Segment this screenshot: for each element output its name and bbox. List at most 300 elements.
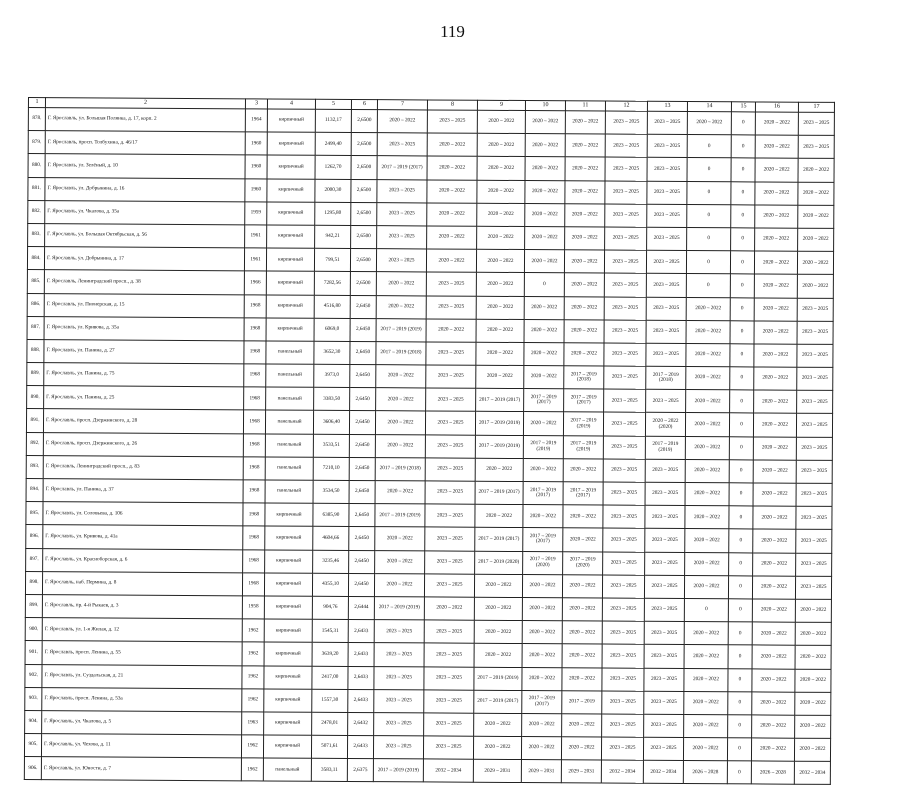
table-cell: 2017 – 2019 (2019) <box>563 412 603 435</box>
table-cell: 2017 – 2019 (2019) <box>475 412 523 435</box>
table-cell: 2,6450 <box>349 457 375 480</box>
table-cell: кирпичный <box>264 642 312 665</box>
column-header: 15 <box>731 102 755 112</box>
table-cell: 2017 – 2019 (2019) <box>375 504 425 527</box>
table-cell: 2023 – 2025 <box>605 111 647 134</box>
table-cell: 2017 – 2019 (2020) <box>523 551 563 574</box>
table-cell: 2029 – 2031 <box>473 759 521 782</box>
table-cell: 2023 – 2025 <box>646 297 686 320</box>
table-cell: 2023 – 2025 <box>424 713 474 736</box>
table-cell: 0 <box>728 715 752 738</box>
table-cell: 2020 – 2022 <box>798 159 834 182</box>
table-cell: 3235,46 <box>313 550 349 573</box>
table-cell: 2020 – 2022 <box>477 180 525 203</box>
table-cell: 2023 – 2025 <box>646 390 686 413</box>
table-cell: 0 <box>728 691 752 714</box>
table-cell: 2023 – 2025 <box>796 437 832 460</box>
table-cell: кирпичный <box>267 155 315 178</box>
table-cell: 902. <box>25 664 42 687</box>
table-cell: 2020 – 2022 <box>563 528 603 551</box>
table-cell: 2023 – 2025 <box>605 157 647 180</box>
table-cell: 2,6500 <box>351 133 377 156</box>
table-cell: 1968 <box>242 573 264 596</box>
table-cell: 2029 – 2031 <box>561 760 601 783</box>
table-cell: 2023 – 2025 <box>645 459 685 482</box>
column-header: 11 <box>565 101 605 111</box>
table-cell: кирпичный <box>266 271 314 294</box>
table-cell: 2023 – 2025 <box>603 459 645 482</box>
table-cell: 2017 – 2019 (2020) <box>475 551 523 574</box>
table-cell: 898. <box>25 571 42 594</box>
table-cell: 2020 – 2022 <box>523 505 563 528</box>
table-cell: 2020 – 2022 <box>523 412 563 435</box>
table-cell: 2023 – 2025 <box>605 204 647 227</box>
table-cell: 2023 – 2025 <box>644 714 684 737</box>
table-cell: 2023 – 2025 <box>604 343 646 366</box>
table-cell: 878. <box>28 108 45 131</box>
table-cell: 2023 – 2025 <box>605 134 647 157</box>
table-cell: 2020 – 2022 <box>376 295 426 318</box>
table-cell: 2020 – 2022 <box>522 574 562 597</box>
table-cell: 2023 – 2025 <box>425 435 475 458</box>
table-cell: 3639,20 <box>312 643 348 666</box>
table-cell: 2023 – 2025 <box>646 343 686 366</box>
table-cell: 2032 – 2034 <box>794 761 830 784</box>
table-cell: 1958 <box>242 596 264 619</box>
table-cell: 2020 – 2022 <box>752 668 795 691</box>
column-header: 14 <box>687 102 731 112</box>
table-cell: 2023 – 2025 <box>425 527 475 550</box>
table-cell: 2020 – 2022 <box>476 296 524 319</box>
table-cell: 1960 <box>245 178 267 201</box>
table-cell: 2020 – 2022 <box>564 319 604 342</box>
table-cell: 0 <box>729 529 753 552</box>
table-cell: 2020 – 2022 <box>477 157 525 180</box>
table-cell: 0 <box>729 483 753 506</box>
table-cell: Г. Ярославль, ул. Красноборская, д. 6 <box>43 548 243 572</box>
table-cell: 1963 <box>242 712 264 735</box>
table-cell: 2023 – 2025 <box>645 482 685 505</box>
table-cell: 2032 – 2034 <box>601 760 643 783</box>
table-cell: 1968 <box>243 503 265 526</box>
table-cell: 2,6500 <box>351 156 377 179</box>
table-cell: 1295,80 <box>315 202 351 225</box>
table-cell: 2023 – 2025 <box>426 365 476 388</box>
table-cell: кирпичный <box>264 665 312 688</box>
table-cell: 1960 <box>245 155 267 178</box>
table-cell: 2017 – 2019 (2018) <box>375 457 425 480</box>
table-cell: 2020 – 2022 <box>524 296 564 319</box>
table-cell: 2020 – 2022 <box>563 505 603 528</box>
table-cell: 885. <box>27 270 44 293</box>
table-cell: панельный <box>266 341 314 364</box>
table-cell: 2020 – 2022 <box>477 110 525 133</box>
table-cell: 2020 – 2022 <box>523 458 563 481</box>
table-cell: 1962 <box>242 665 264 688</box>
table-cell: 2023 – 2025 <box>647 111 687 134</box>
table-cell: 904. <box>25 710 42 733</box>
table-row <box>24 757 830 785</box>
table-cell: 2023 – 2025 <box>373 736 423 759</box>
table-cell: 2023 – 2025 <box>646 320 686 343</box>
table-cell: 2020 – 2022 <box>752 645 795 668</box>
table-cell: 2023 – 2025 <box>377 179 427 202</box>
table-cell: 2,6433 <box>348 666 374 689</box>
table-cell: 2,6450 <box>349 411 375 434</box>
table-cell: панельный <box>265 434 313 457</box>
table-cell: 2023 – 2025 <box>797 298 833 321</box>
table-cell: 1962 <box>242 619 264 642</box>
table-cell: 2020 – 2022 <box>476 249 524 272</box>
table-cell: кирпичный <box>267 202 315 225</box>
table-cell: 2020 – 2022 <box>684 575 728 598</box>
table-cell: 2020 – 2022 <box>565 180 605 203</box>
table-cell: 2017 – 2019 (2017) <box>563 482 603 505</box>
table-cell: кирпичный <box>266 318 314 341</box>
table-cell: 2023 – 2025 <box>377 202 427 225</box>
table-cell: 0 <box>731 228 755 251</box>
table-cell: 2020 – 2022 <box>564 273 604 296</box>
table-cell: 2029 – 2031 <box>521 760 561 783</box>
table-cell: 3606,40 <box>313 411 349 434</box>
table-cell: 2020 – 2022 <box>524 250 564 273</box>
table-cell: 2020 – 2022 <box>565 111 605 134</box>
table-cell: 2020 – 2022 <box>686 390 730 413</box>
table-cell: 2020 – 2022 <box>755 182 798 205</box>
table-cell: Г. Ярославль, просп. Толбухина, д. 46/17 <box>45 131 245 155</box>
table-cell: 2023 – 2025 <box>797 367 833 390</box>
table-cell: 2020 – 2022 <box>754 390 797 413</box>
table-cell: 2020 – 2022 <box>684 691 728 714</box>
table-cell: 2023 – 2025 <box>798 135 834 158</box>
table-cell: 2020 – 2022 <box>525 180 565 203</box>
table-cell: 2020 – 2022 <box>684 668 728 691</box>
table-cell: 2,6500 <box>350 272 376 295</box>
table-cell: 2020 – 2022 <box>753 460 796 483</box>
table-cell: 0 <box>731 135 755 158</box>
table-cell: 2020 – 2022 <box>474 597 522 620</box>
table-cell: 0 <box>731 112 755 135</box>
table-cell: 2017 – 2019 (2017) <box>564 389 604 412</box>
table-cell: 2,6500 <box>350 249 376 272</box>
column-header: 3 <box>245 99 267 109</box>
table-cell: 2023 – 2025 <box>374 712 424 735</box>
table-cell: 2020 – 2022 <box>795 622 831 645</box>
table-cell: 2023 – 2025 <box>602 714 644 737</box>
table-cell: кирпичный <box>265 503 313 526</box>
table-cell: 2020 – 2022 <box>795 715 831 738</box>
table-cell: 2,6450 <box>350 295 376 318</box>
table-cell: 2020 – 2022 (2020) <box>645 413 685 436</box>
table-cell: 2017 – 2019 <box>562 690 602 713</box>
table-cell: 2020 – 2022 <box>375 527 425 550</box>
table-cell: 7210,10 <box>313 457 349 480</box>
table-cell: 1960 <box>245 132 267 155</box>
table-cell: 2026 – 2028 <box>683 761 727 784</box>
table-cell: 2017 – 2019 (2017) <box>524 389 564 412</box>
table-cell: 2020 – 2022 <box>751 738 794 761</box>
table-cell: 0 <box>728 668 752 691</box>
table-cell: 1962 <box>242 642 264 665</box>
table-cell: 2023 – 2025 <box>426 342 476 365</box>
table-cell: 2017 – 2019 (2017) <box>523 528 563 551</box>
table-cell: 887. <box>27 316 44 339</box>
table-cell: 4516,80 <box>314 295 350 318</box>
table-cell: 1968 <box>243 549 265 572</box>
table-cell: 2017 – 2019 (2017) <box>476 388 524 411</box>
table-cell: 2023 – 2025 <box>374 689 424 712</box>
table-cell: 0 <box>729 460 753 483</box>
table-cell: кирпичный <box>267 109 315 132</box>
column-header: 16 <box>755 102 798 112</box>
table-cell: 2020 – 2022 <box>376 365 426 388</box>
table-cell: кирпичный <box>265 526 313 549</box>
table-cell: Г. Ярославль, ул. Панина, д. 25 <box>44 386 244 410</box>
column-header: 9 <box>477 100 525 110</box>
table-cell: 2,6450 <box>349 527 375 550</box>
table-cell: 2499,40 <box>315 132 351 155</box>
table-cell: 2020 – 2022 <box>477 133 525 156</box>
table-cell: 2020 – 2022 <box>564 250 604 273</box>
table-cell: 2020 – 2022 <box>754 274 797 297</box>
table-cell: 0 <box>524 273 564 296</box>
table-cell: 2,6433 <box>347 736 373 759</box>
table-cell: 1557,30 <box>312 689 348 712</box>
table-cell: 2,6433 <box>348 643 374 666</box>
table-cell: 2020 – 2022 <box>374 573 424 596</box>
table-cell: 2,6375 <box>347 759 373 782</box>
table-cell: 881. <box>28 177 45 200</box>
table-cell: 889. <box>27 363 44 386</box>
table-cell: 2023 – 2025 <box>604 320 646 343</box>
table-cell: Г. Ярославль, ул. Большая Полянка, д. 17, корп. 2 <box>45 108 245 132</box>
table-cell: 2017 – 2019 (2017) <box>377 156 427 179</box>
table-cell: 2020 – 2022 <box>524 342 564 365</box>
table-cell: 0 <box>731 181 755 204</box>
table-cell: 2020 – 2022 <box>562 667 602 690</box>
table-cell: 888. <box>27 339 44 362</box>
table-cell: 0 <box>730 320 754 343</box>
table-cell: 2478,01 <box>312 712 348 735</box>
table-cell: 1968 <box>244 318 266 341</box>
table-cell: 2023 – 2025 <box>425 481 475 504</box>
table-cell: 2020 – 2022 <box>685 483 729 506</box>
table-cell: 2020 – 2022 <box>426 249 476 272</box>
table-cell: 2017 – 2019 (2018) <box>564 366 604 389</box>
table-cell: кирпичный <box>266 248 314 271</box>
table-cell: 2023 – 2025 <box>796 414 832 437</box>
table-cell: 0 <box>728 599 752 622</box>
table-cell: 2020 – 2022 <box>522 597 562 620</box>
table-cell: 2020 – 2022 <box>525 111 565 134</box>
table-cell: 2020 – 2022 <box>474 644 522 667</box>
table-cell: 2020 – 2022 <box>752 622 795 645</box>
table-cell: панельный <box>265 480 313 503</box>
table-cell: 1968 <box>244 364 266 387</box>
table-cell: кирпичный <box>264 619 312 642</box>
table-cell: Г. Ярославль, ул. Панина, д. 27 <box>44 339 244 363</box>
table-cell: 2,6500 <box>351 179 377 202</box>
table-cell: 2020 – 2022 <box>685 529 729 552</box>
table-cell: 2020 – 2022 <box>564 343 604 366</box>
table-cell: 2020 – 2022 <box>687 112 731 135</box>
table-cell: кирпичный <box>264 596 312 619</box>
table-cell: 884. <box>27 247 44 270</box>
table-cell: Г. Ярославль, наб. Пермина, д. 8 <box>42 571 242 595</box>
table-cell: 903. <box>25 687 42 710</box>
table-cell: 2,6450 <box>348 573 374 596</box>
table-cell: 3534,50 <box>313 480 349 503</box>
table-cell: 2020 – 2022 <box>795 646 831 669</box>
table-cell: 2017 – 2019 (2020) <box>563 551 603 574</box>
table-cell: 0 <box>729 506 753 529</box>
table-cell: 2032 – 2034 <box>643 761 683 784</box>
table-cell: 3583,11 <box>311 758 347 781</box>
table-cell: 2020 – 2022 <box>798 205 834 228</box>
table-cell: 1968 <box>243 457 265 480</box>
table-cell: 4604,66 <box>313 527 349 550</box>
table-cell: Г. Ярославль, ул. Кривова, д. 41а <box>43 525 243 549</box>
table-cell: 0 <box>728 576 752 599</box>
table-cell: 2023 – 2025 <box>603 482 645 505</box>
table-cell: 2017 – 2019 (2019) <box>475 435 523 458</box>
table-cell: 2,6450 <box>349 504 375 527</box>
table-cell: 2020 – 2022 <box>753 552 796 575</box>
table-cell: 2020 – 2022 <box>375 550 425 573</box>
table-cell: 1964 <box>245 109 267 132</box>
table-cell: 1968 <box>243 410 265 433</box>
table-cell: 2023 – 2025 <box>647 204 687 227</box>
table-cell: 2020 – 2022 <box>525 134 565 157</box>
table-cell: 2017 – 2019 (2019) <box>373 759 423 782</box>
table-cell: 2020 – 2022 <box>525 226 565 249</box>
table-cell: 2023 – 2025 <box>644 691 684 714</box>
table-cell: 2023 – 2025 <box>644 668 684 691</box>
table-cell: 4355,10 <box>312 573 348 596</box>
table-cell: 2020 – 2022 <box>427 133 477 156</box>
table-cell: 2020 – 2022 <box>427 226 477 249</box>
table-cell: 883. <box>28 223 45 246</box>
table-cell: 0 <box>729 413 753 436</box>
table-cell: 2020 – 2022 <box>752 599 795 622</box>
table-cell: 3383,50 <box>314 388 350 411</box>
table-cell: кирпичный <box>266 294 314 317</box>
table-cell: 2023 – 2025 <box>603 552 645 575</box>
table-cell: 1968 <box>244 387 266 410</box>
page-number: 119 <box>440 22 465 41</box>
table-cell: 2020 – 2022 <box>754 367 797 390</box>
table-cell: 2020 – 2022 <box>376 272 426 295</box>
table-cell: кирпичный <box>263 735 311 758</box>
table-cell: 2020 – 2022 <box>686 297 730 320</box>
table-cell: 2020 – 2022 <box>525 203 565 226</box>
table-cell: 2020 – 2022 <box>754 344 797 367</box>
table-cell: 2,6433 <box>348 620 374 643</box>
table-cell: 2020 – 2022 <box>685 413 729 436</box>
table-cell: 0 <box>687 227 731 250</box>
table-cell: 2,6450 <box>350 341 376 364</box>
table-cell: кирпичный <box>267 179 315 202</box>
table-cell: Г. Ярославль, ул. Панина, д. 37 <box>43 479 243 503</box>
table-cell: 2020 – 2022 <box>565 227 605 250</box>
table-cell: 2020 – 2022 <box>752 576 795 599</box>
table-cell: 2023 – 2025 <box>602 621 644 644</box>
table-cell: 2020 – 2022 <box>375 434 425 457</box>
table-cell: 893. <box>26 455 43 478</box>
table-cell: 2020 – 2022 <box>795 599 831 622</box>
table-cell: 2020 – 2022 <box>476 342 524 365</box>
table-cell: 2,6444 <box>348 596 374 619</box>
table-cell: 904,76 <box>312 596 348 619</box>
table-cell: 2017 – 2019 (2019) <box>374 597 424 620</box>
table-cell: 0 <box>728 645 752 668</box>
table-cell: 2017 – 2019 (2018) <box>646 366 686 389</box>
table-cell: 0 <box>686 251 730 274</box>
table-cell: панельный <box>263 758 311 781</box>
table-cell: 2023 – 2025 <box>376 249 426 272</box>
table-cell: 2023 – 2025 <box>602 575 644 598</box>
table-cell: Г. Ярославль, Ленинградский просп., д. 38 <box>44 270 244 294</box>
table-cell: 2023 – 2025 <box>427 110 477 133</box>
table-cell: 2020 – 2022 <box>797 251 833 274</box>
column-header: 6 <box>351 99 377 109</box>
table-cell: 2020 – 2022 <box>476 319 524 342</box>
table-cell: 2023 – 2025 <box>423 736 473 759</box>
table-cell: 2020 – 2022 <box>686 320 730 343</box>
table-cell: кирпичный <box>264 573 312 596</box>
table-cell: 2023 – 2025 <box>604 250 646 273</box>
table-cell: 2020 – 2022 <box>685 459 729 482</box>
table-cell: 2023 – 2025 <box>645 552 685 575</box>
table-cell: 894. <box>26 478 43 501</box>
table-cell: 2023 – 2025 <box>796 483 832 506</box>
table-cell: 2023 – 2025 <box>647 134 687 157</box>
table-cell: 2020 – 2022 <box>797 275 833 298</box>
table-cell: 2023 – 2025 <box>602 598 644 621</box>
table-cell: 2,6450 <box>350 388 376 411</box>
table-cell: 2020 – 2022 <box>562 598 602 621</box>
table-cell: 2023 – 2025 <box>647 227 687 250</box>
table-cell: 0 <box>687 204 731 227</box>
table-cell: 2020 – 2022 <box>426 319 476 342</box>
table-cell: Г. Ярославль, пр. 4-й Рыкаев, д. 3 <box>42 595 242 619</box>
table-cell: 2020 – 2022 <box>475 504 523 527</box>
table-cell: 2032 – 2034 <box>423 759 473 782</box>
table-cell: 799,51 <box>314 248 350 271</box>
table-cell: 3652,30 <box>314 341 350 364</box>
table-cell: 2023 – 2025 <box>605 181 647 204</box>
table-cell: кирпичный <box>265 550 313 573</box>
table-cell: 2020 – 2022 <box>752 715 795 738</box>
table-cell: 6385,90 <box>313 503 349 526</box>
table-cell: 2020 – 2022 <box>561 737 601 760</box>
table-cell: 2023 – 2025 <box>426 388 476 411</box>
table-cell: 2023 – 2025 <box>644 598 684 621</box>
table-cell: 1961 <box>245 225 267 248</box>
table-cell: 2023 – 2025 <box>644 645 684 668</box>
table-cell: 900. <box>25 618 42 641</box>
table-cell: 2023 – 2025 <box>424 690 474 713</box>
table-cell: 2020 – 2022 <box>377 110 427 133</box>
table-cell: 2023 – 2025 <box>602 691 644 714</box>
table-cell: 2023 – 2025 <box>795 576 831 599</box>
table-cell: Г. Ярославль, ул. Юности, д. 7 <box>41 757 241 781</box>
table-cell: 2020 – 2022 <box>562 714 602 737</box>
table-cell: 0 <box>731 205 755 228</box>
table-cell: 2023 – 2025 <box>798 112 834 135</box>
document-sheet <box>24 97 835 785</box>
table-cell: кирпичный <box>267 132 315 155</box>
